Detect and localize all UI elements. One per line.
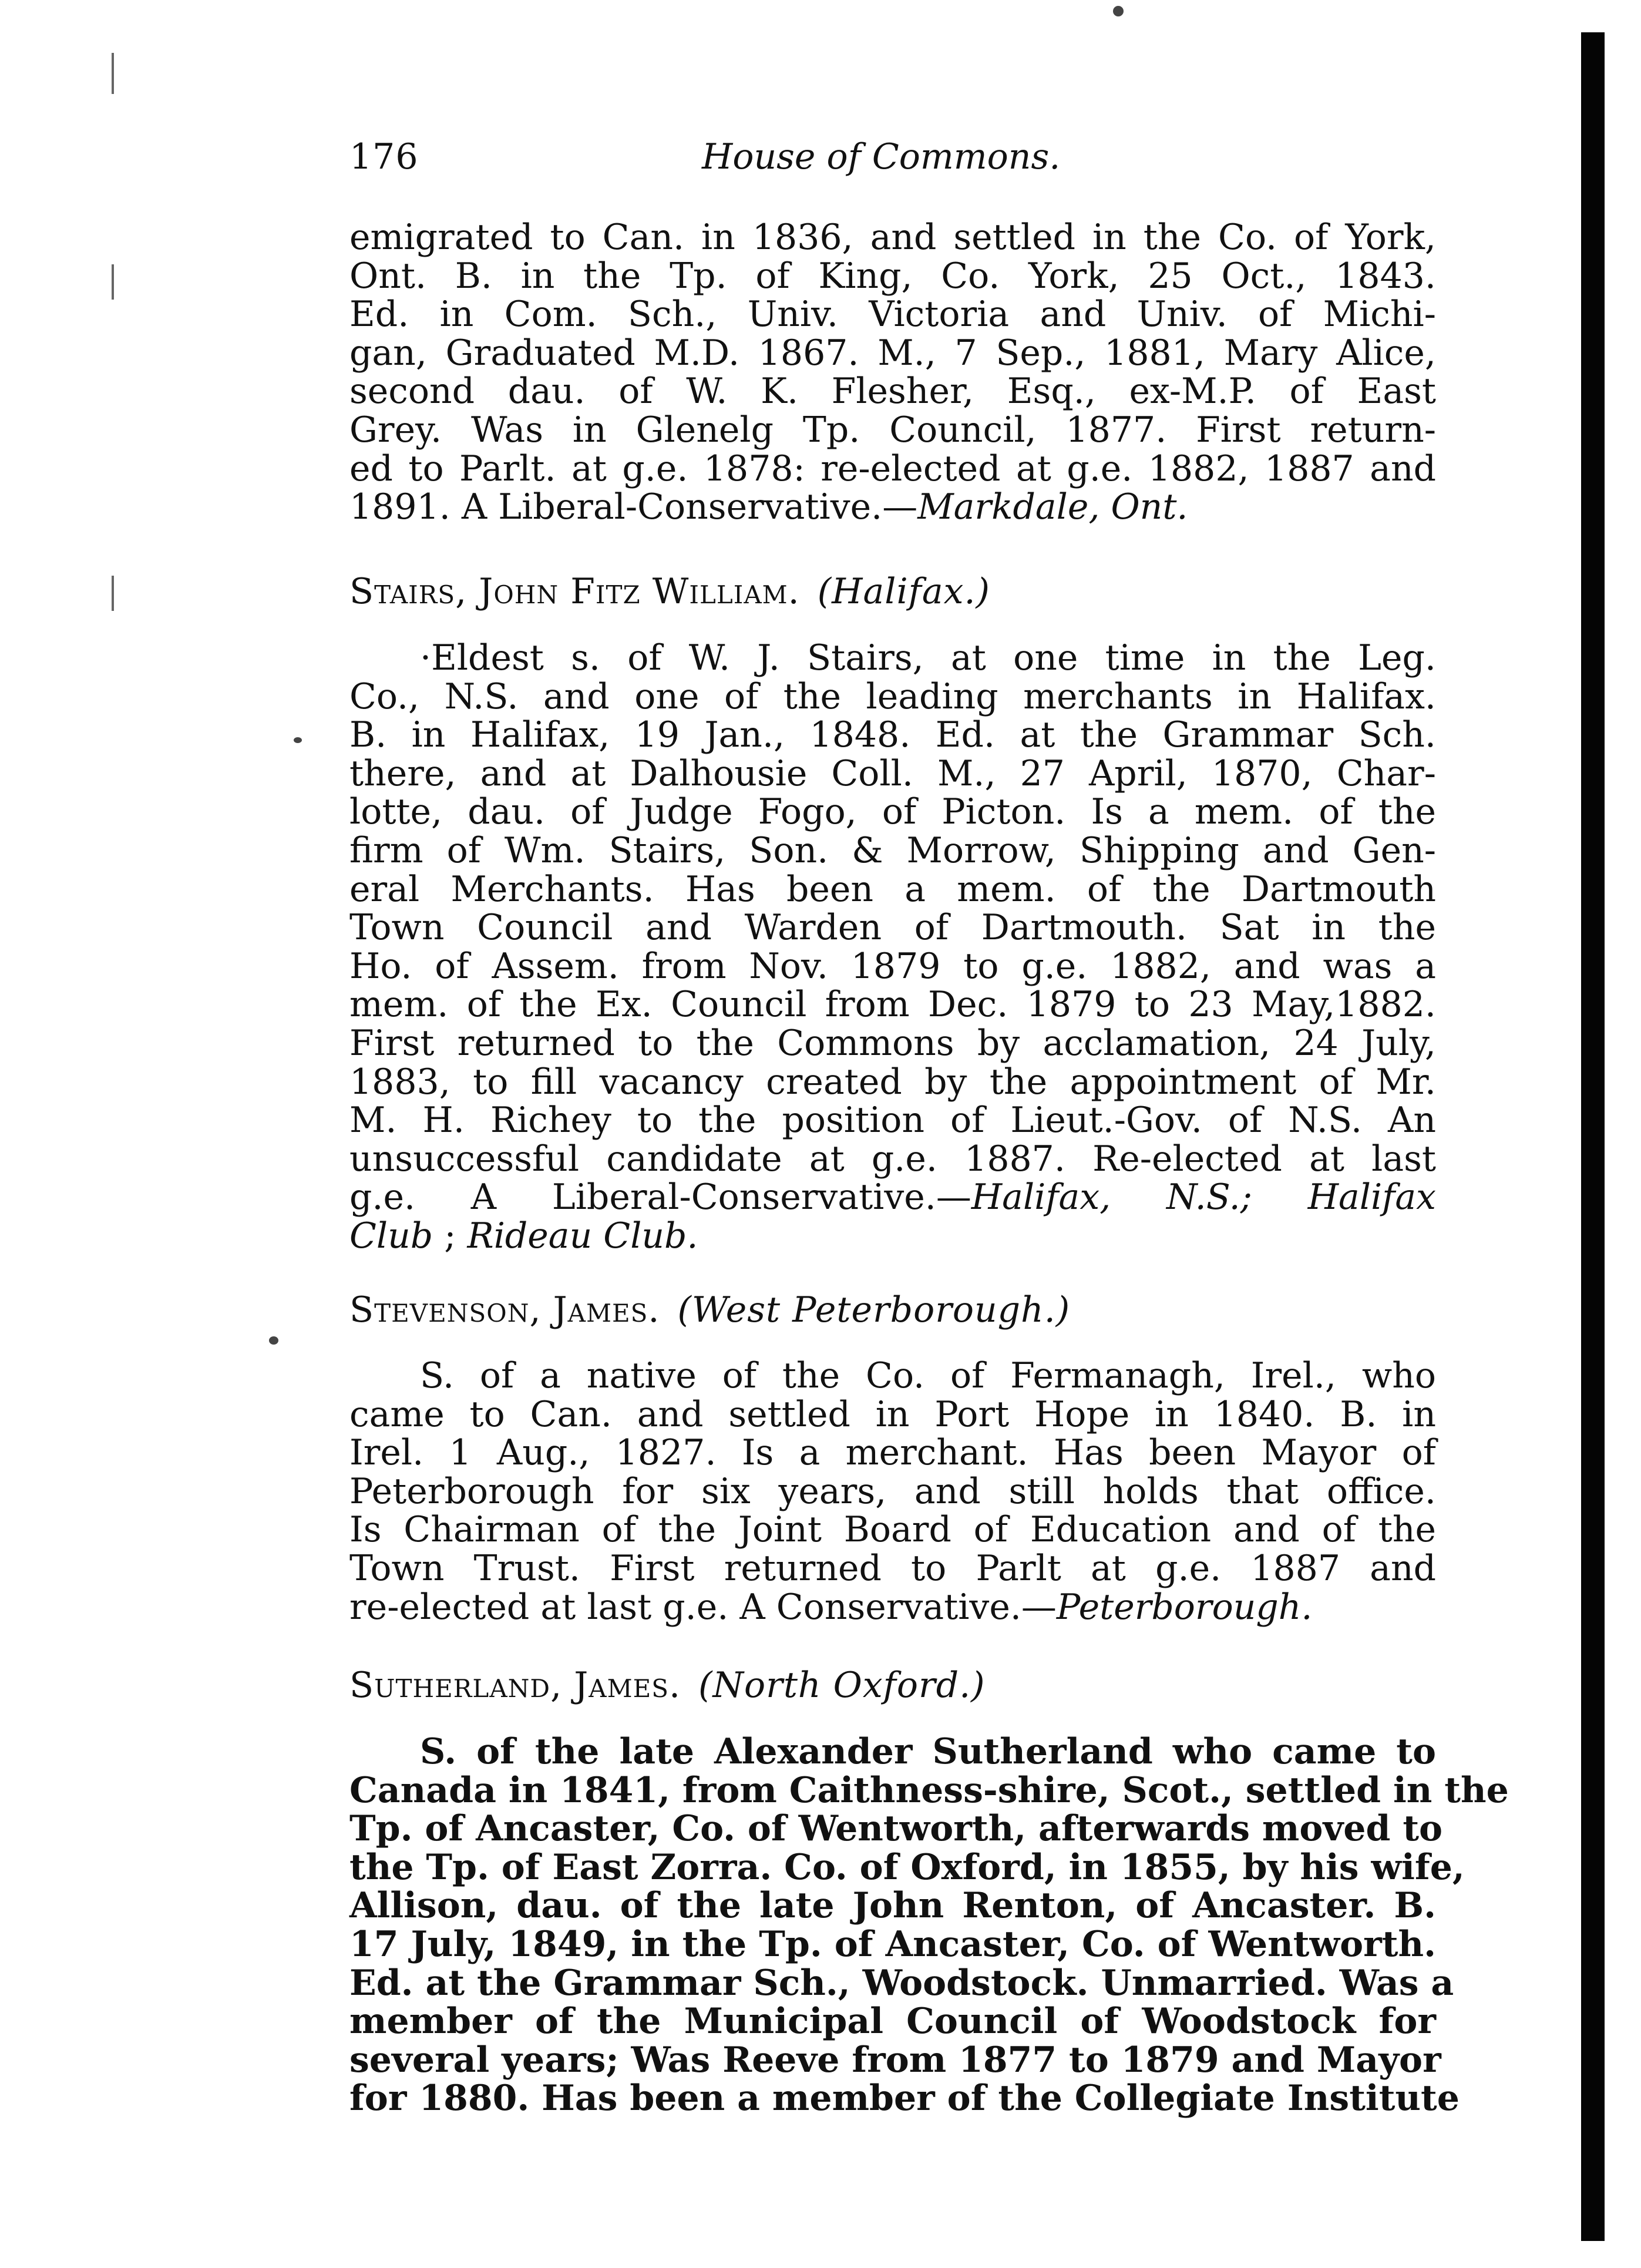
text-line: Is Chairman of the Joint Board of Education and of the (349, 1509, 1436, 1551)
entry-heading (349, 1289, 1070, 1330)
club: Rideau Club. (467, 1215, 698, 1256)
text-line: mem. of the Ex. Council from Dec. 1879 to 23 May,1882. (349, 984, 1436, 1026)
text-line: Co., N.S. and one of the leading merchants in Halifax. (349, 676, 1436, 717)
address: Markdale, Ont. (917, 486, 1188, 528)
text-line: emigrated to Can. in 1836, and settled in the Co. of York, (349, 217, 1436, 258)
text-line (349, 488, 1436, 527)
text-line (349, 1588, 1436, 1627)
text-line: Allison, dau. of the late John Renton, of Ancaster. B. (349, 1885, 1436, 1927)
text-line: second dau. of W. K. Flesher, Esq., ex-M.P. of East (349, 371, 1436, 412)
club: Club (349, 1215, 433, 1256)
text-line: the Tp. of East Zorra. Co. of Oxford, in 1855, by his wife, (349, 1846, 1465, 1888)
binding-edge (1581, 32, 1605, 2241)
text-run: g.e. A Liberal-Conservative.— (349, 1177, 971, 1218)
text-line: Town Council and Warden of Dartmouth. Sat in the (349, 907, 1436, 949)
scan-speck (294, 737, 302, 743)
text-line: Ont. B. in the Tp. of King, Co. York, 25 Oct., 1843. (349, 255, 1436, 297)
text-line: Ho. of Assem. from Nov. 1879 to g.e. 1882, and was a (349, 945, 1436, 987)
text-line: Irel. 1 Aug., 1827. Is a merchant. Has been Mayor of (349, 1432, 1436, 1474)
text-line: 1883, to fill vacancy created by the appointment of Mr. (349, 1061, 1436, 1103)
text-line: ·Eldest s. of W. J. Stairs, at one time in the Leg. (420, 637, 1436, 678)
text-line: gan, Graduated M.D. 1867. M., 7 Sep., 1881, Mary Alice, (349, 332, 1436, 374)
running-title: House of Commons. (702, 136, 1061, 177)
riding: (West Peterborough.) (677, 1289, 1071, 1330)
text-line: there, and at Dalhousie Coll. M., 27 April, 1870, Char- (349, 752, 1436, 794)
text-line: M. H. Richey to the position of Lieut.-Gov. of N.S. An (349, 1100, 1436, 1141)
text-line: First returned to the Commons by acclamation, 24 July, (349, 1022, 1436, 1064)
scan-mark (112, 264, 114, 300)
text-line (349, 1217, 1436, 1256)
text-line: came to Can. and settled in Port Hope in 1840. B. in (349, 1393, 1436, 1435)
text-run: re-elected at last g.e. A Conservative.— (349, 1586, 1057, 1628)
text-line: ed to Parlt. at g.e. 1878: re-elected at g.e. 1882, 1887 and (349, 448, 1436, 489)
entry-body (349, 1357, 1436, 1627)
entry-body (349, 1731, 1509, 2119)
address: Halifax, N.S.; Halifax (971, 1177, 1436, 1218)
member-name: Stairs, John Fitz William. (349, 571, 800, 612)
text-line: 17 July, 1849, in the Tp. of Ancaster, Co. of Wentworth. (349, 1923, 1436, 1965)
text-line: lotte, dau. of Judge Fogo, of Picton. Is a mem. of the (349, 791, 1436, 833)
text-line: for 1880. Has been a member of the Collegiate Institute (349, 2078, 1460, 2119)
riding: (North Oxford.) (698, 1665, 986, 1706)
entry-heading (349, 1665, 986, 1706)
scan-mark (112, 53, 114, 94)
text-line: eral Merchants. Has been a mem. of the Dartmouth (349, 868, 1436, 910)
text-line: S. of the late Alexander Sutherland who came to (420, 1731, 1436, 1772)
text-line: B. in Halifax, 19 Jan., 1848. Ed. at the Grammar Sch. (349, 714, 1436, 756)
member-name: Stevenson, James. (349, 1289, 660, 1330)
text-line: Tp. of Ancaster, Co. of Wentworth, afterwards moved to (349, 1808, 1443, 1850)
text-line: Grey. Was in Glenelg Tp. Council, 1877. First return- (349, 409, 1436, 451)
text-line: S. of a native of the Co. of Fermanagh, Irel., who (420, 1355, 1436, 1396)
text-line: unsuccessful candidate at g.e. 1887. Re-elected at last (349, 1138, 1436, 1180)
page-number: 176 (349, 136, 419, 177)
scan-speck (269, 1336, 278, 1345)
text-line: Canada in 1841, from Caithness-shire, Scot., settled in the (349, 1769, 1509, 1811)
entry-continuation (349, 219, 1436, 527)
text-line: Peterborough for six years, and still holds that office. (349, 1470, 1436, 1512)
page-header (349, 136, 1454, 195)
text-line: several years; Was Reeve from 1877 to 1879 and Mayor (349, 2039, 1441, 2081)
scan-mark (112, 576, 114, 611)
text-line: Ed. at the Grammar Sch., Woodstock. Unmarried. Was a (349, 1962, 1454, 2004)
text-line: member of the Municipal Council of Woodstock for (349, 2001, 1436, 2042)
scan-speck (1113, 6, 1124, 16)
entry-heading (349, 571, 990, 612)
member-name: Sutherland, James. (349, 1665, 681, 1706)
text-line: Ed. in Com. Sch., Univ. Victoria and Univ. of Michi- (349, 294, 1436, 335)
text-line: firm of Wm. Stairs, Son. & Morrow, Shipping and Gen- (349, 829, 1436, 871)
text-run: ; (433, 1215, 468, 1256)
text-line (349, 1178, 1436, 1217)
text-line: Town Trust. First returned to Parlt at g.e. 1887 and (349, 1547, 1436, 1589)
riding: (Halifax.) (817, 571, 990, 612)
entry-body (349, 639, 1436, 1256)
text-run: 1891. A Liberal-Conservative.— (349, 486, 918, 528)
address: Peterborough. (1056, 1586, 1313, 1628)
